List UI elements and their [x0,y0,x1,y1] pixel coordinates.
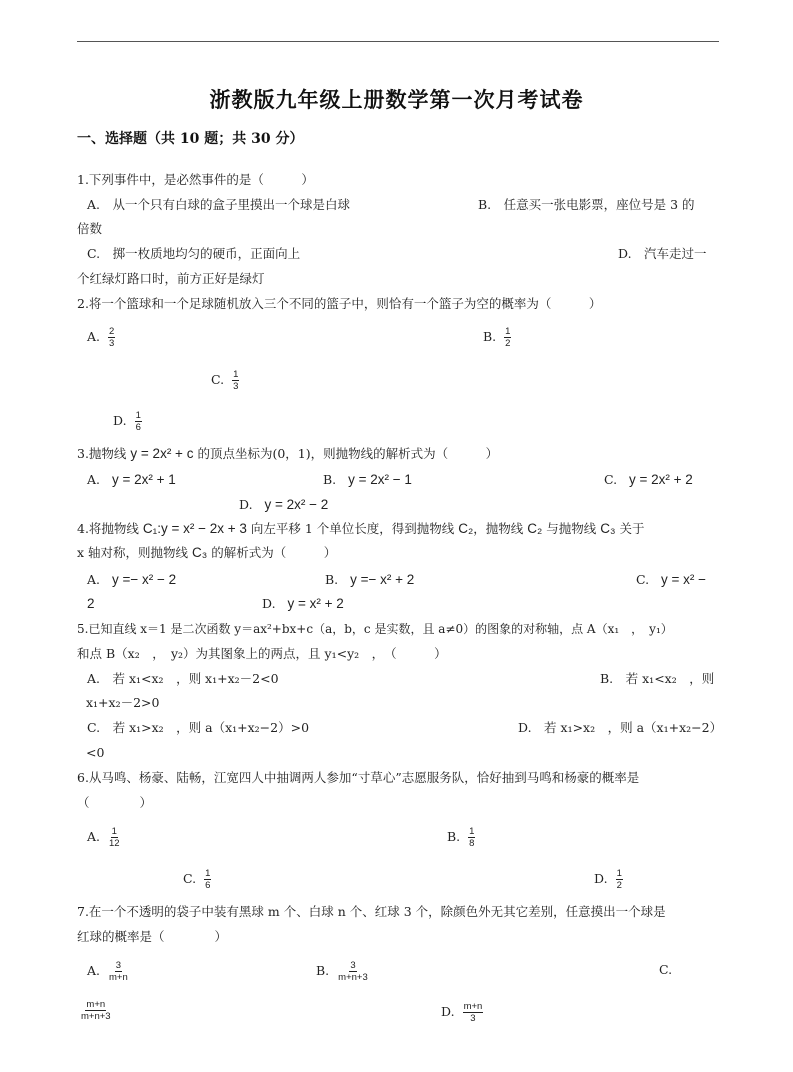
q4-stem-mid3: 与抛物线 [546,521,597,536]
q7-c-fraction [80,999,112,1022]
q4-d-equation: y = x² + 2 [287,596,344,611]
q6-option-a [87,826,121,849]
q3-stem-post: 的顶点坐标为(0，1)，则抛物线的解析式为（ ） [197,446,499,461]
q4-stem-equation: C₁:y = x² − 2x + 3 [142,521,247,536]
q1-option-d: D. 汽车走过一 [618,246,707,261]
q4-stem [77,521,645,537]
q2-c-fraction [232,369,239,392]
fraction-denominator: 2 [616,880,622,891]
q4-option-a [87,572,176,588]
q2-stem: 2.将一个篮球和一个足球随机放入三个不同的篮子中，则恰有一个篮子为空的概率为（ ） [77,296,602,311]
q3-stem [77,446,498,462]
q1-option-b-cont: 倍数 [77,221,103,236]
q3-d-equation: y = 2x² − 2 [264,497,329,512]
fraction-numerator: 1 [469,826,475,837]
fraction-numerator: 3 [115,960,122,971]
q2-a-label: A. [87,329,101,344]
q7-d-label: D. [441,1004,455,1019]
q1-option-c: C. 掷一枚质地均匀的硬币，正面向上 [87,246,301,261]
fraction-denominator: 6 [205,880,211,891]
q2-d-fraction [135,410,142,433]
fraction-numerator: m+n [86,999,106,1010]
header-rule [77,41,719,42]
q4-option-b [325,572,414,588]
fraction-denominator: m+n [109,972,128,983]
q4-a-label: A. [87,572,101,587]
q3-option-a [87,472,176,488]
q3-option-d [239,497,328,513]
fraction-numerator: 1 [135,410,141,421]
q1-option-d-cont: 个红绿灯路口时，前方正好是绿灯 [77,271,265,286]
fraction-denominator: 3 [470,1013,476,1024]
q3-a-equation: y = 2x² + 1 [111,472,176,487]
q7-option-c-fraction-row [80,999,112,1022]
fraction-denominator: m+n+3 [81,1011,111,1022]
q6-b-fraction [468,826,475,849]
fraction-denominator: 3 [109,338,115,349]
q7-option-d [441,1001,483,1024]
q2-option-d [113,410,142,433]
q7-a-label: A. [87,963,101,978]
q5-option-a: A. 若 x₁<x₂ ，则 x₁+x₂－2<0 [87,671,279,686]
q2-b-fraction [504,326,511,349]
q6-d-fraction [616,868,623,891]
page-title: 浙教版九年级上册数学第一次月考试卷 [209,87,584,112]
q7-option-b [316,960,369,983]
q7-option-c-label: C. [659,962,673,977]
q2-b-label: B. [483,329,497,344]
q4-a-equation: y =− x² − 2 [111,572,177,587]
q2-a-fraction [108,326,115,349]
q3-a-label: A. [87,472,101,487]
q5-stem-line2: 和点 B（x₂ ， y₂）为其图象上的两点，且 y₁<y₂ ， （ ） [77,646,447,661]
q4-stem-line2 [77,545,336,561]
q6-stem: 6.从马鸣、杨豪、陆畅，江宽四人中抽调两人参加“寸草心”志愿服务队，恰好抽到马鸣和杨豪的概率是 [77,770,640,785]
q6-option-d [594,868,623,891]
q7-b-label: B. [316,963,330,978]
fraction-denominator: 12 [109,838,120,849]
q2-option-c [211,369,239,392]
q4-c-label: C. [636,572,650,587]
fraction-numerator: 2 [109,326,115,337]
fraction-denominator: 6 [135,422,141,433]
q5-option-b-cont: x₁+x₂－2>0 [86,695,160,710]
fraction-denominator: 2 [505,338,511,349]
q5-option-d: D. 若 x₁>x₂ ，则 a（x₁+x₂−2） [518,720,723,735]
q3-d-label: D. [239,497,253,512]
q1-option-b: B. 任意买一张电影票，座位号是 3 的 [478,197,695,212]
q4-line2-c3: C₃ [192,545,208,560]
q4-line2-pre: x 轴对称，则抛物线 [77,545,189,560]
q4-option-c-cont: 2 [87,596,95,611]
q2-d-label: D. [113,413,127,428]
q4-stem-mid2: ，抛物线 [473,521,524,536]
q1-option-a: A. 从一个只有白球的盒子里摸出一个球是白球 [87,197,351,212]
q7-b-fraction [337,960,369,983]
q7-stem-line2: 红球的概率是（ ） [77,929,228,944]
q3-b-equation: y = 2x² − 1 [348,472,412,487]
q3-option-b [323,472,412,488]
q7-a-fraction [108,960,129,983]
q6-stem-line2: （ ） [77,795,153,810]
q5-option-d-cont: <0 [86,745,105,760]
q3-c-label: C. [604,472,618,487]
q3-stem-equation: y = 2x² + c [130,446,194,461]
fraction-denominator: 3 [233,381,239,392]
section-heading: 一、选择题（共 10 题；共 30 分） [77,131,304,147]
q5-stem: 5.已知直线 x＝1 是二次函数 y＝ax²+bx+c（a，b，c 是实数，且 a≠0）的图象的对称轴，点 A（x₁ ， y₁） [77,622,673,636]
q6-option-b [447,826,475,849]
q6-a-fraction [108,826,121,849]
q4-stem-end: 关于 [619,521,645,536]
q2-option-a [87,326,115,349]
q6-a-label: A. [87,829,101,844]
q2-c-label: C. [211,372,225,387]
q7-option-a [87,960,129,983]
q7-stem: 7.在一个不透明的袋子中装有黑球 m 个、白球 n 个、红球 3 个，除颜色外无其它差别，任意摸出一个球是 [77,904,666,919]
q3-option-c [604,472,693,488]
fraction-numerator: 1 [616,868,622,879]
q4-stem-c2b: C₂ [527,521,543,536]
q2-option-b [483,326,511,349]
fraction-numerator: 1 [111,826,117,837]
q4-b-equation: y =− x² + 2 [350,572,415,587]
q3-b-label: B. [323,472,337,487]
q3-c-equation: y = 2x² + 2 [629,472,693,487]
fraction-numerator: 1 [505,326,511,337]
q4-stem-pre: 4.将抛物线 [77,521,139,536]
q4-stem-c2: C₂ [458,521,474,536]
q4-b-label: B. [325,572,339,587]
q4-stem-mid1: 向左平移 1 个单位长度，得到抛物线 [250,521,455,536]
q5-option-b: B. 若 x₁<x₂ ，则 [600,671,715,686]
fraction-denominator: 8 [469,838,475,849]
q4-stem-c3: C₃ [600,521,616,536]
q6-d-label: D. [594,871,608,886]
q5-option-c: C. 若 x₁>x₂ ，则 a（x₁+x₂−2）>0 [87,720,310,735]
q6-option-c [183,868,211,891]
q4-line2-post: 的解析式为（ ） [211,545,337,560]
q4-option-c [636,572,706,588]
q6-c-label: C. [183,871,197,886]
q6-c-fraction [204,868,211,891]
fraction-numerator: 3 [350,960,356,971]
q1-stem: 1.下列事件中，是必然事件的是（ ） [77,172,314,187]
fraction-numerator: 1 [205,868,211,879]
q3-stem-pre: 3.抛物线 [77,446,127,461]
fraction-denominator: m+n+3 [338,972,368,983]
fraction-numerator: m+n [463,1001,483,1012]
q6-b-label: B. [447,829,461,844]
q4-option-d [262,596,344,612]
q4-c-equation: y = x² − [661,572,707,587]
q4-d-label: D. [262,596,276,611]
q7-d-fraction [463,1001,484,1024]
fraction-numerator: 1 [233,369,239,380]
